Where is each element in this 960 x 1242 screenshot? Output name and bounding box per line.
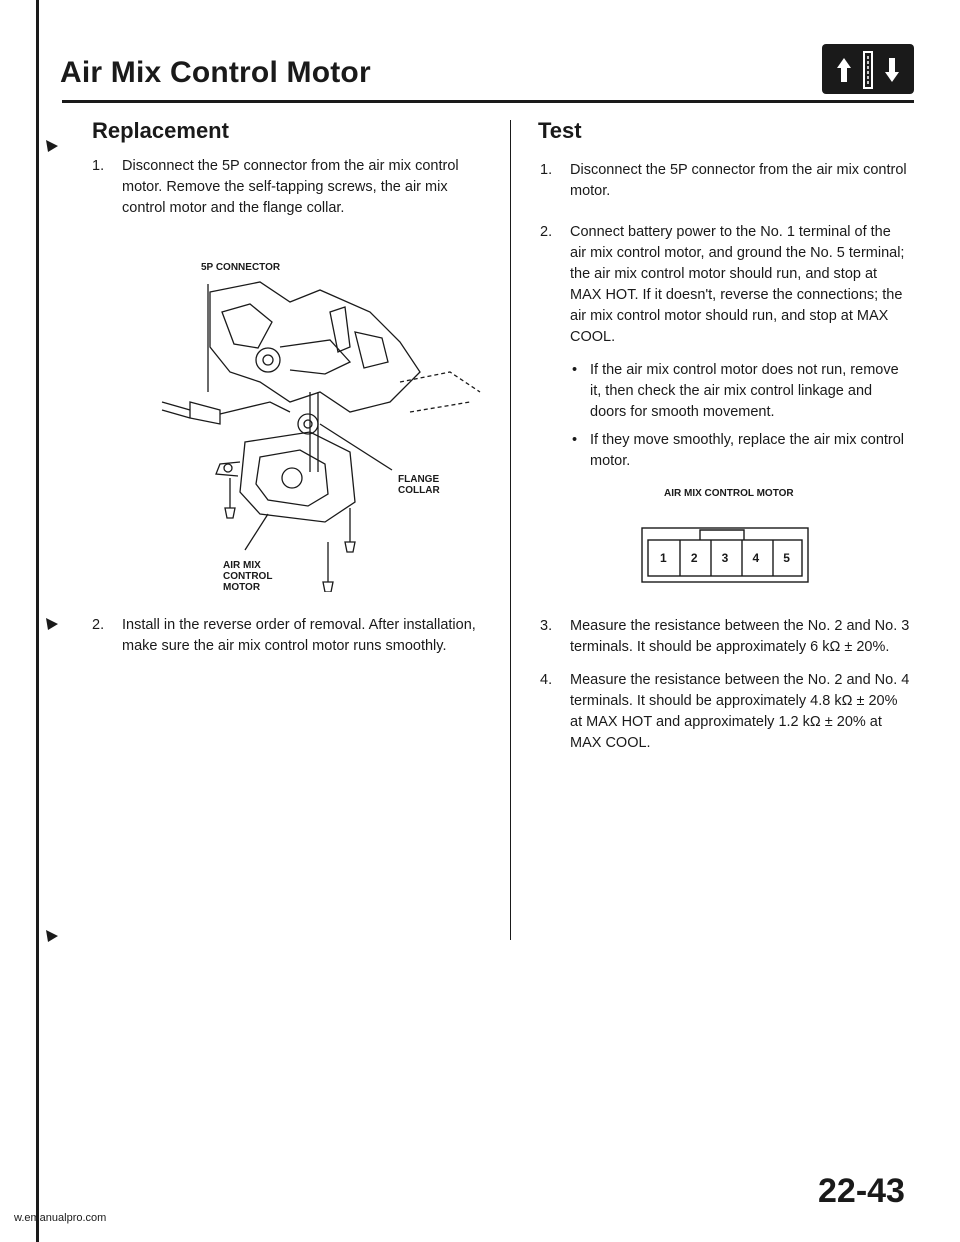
step-number: 3. [540, 618, 553, 634]
test-step [540, 670, 910, 758]
page-number: 22-43 [818, 1172, 905, 1210]
motor-label [223, 560, 272, 593]
terminal-number: 5 [783, 551, 790, 565]
step-text: Disconnect the 5P connector from the air mix control motor. [570, 162, 907, 199]
margin-arrow-icon [44, 616, 60, 637]
bullet-icon: • [572, 362, 578, 378]
replacement-step [92, 156, 490, 222]
binding-line [36, 0, 39, 1242]
margin-arrow-icon [44, 928, 60, 949]
test-bullet [572, 430, 910, 474]
margin-arrow-icon [44, 138, 60, 159]
replacement-step [92, 615, 490, 681]
label-line: AIR MIX [223, 560, 261, 571]
terminal-row [648, 540, 802, 576]
bullet-icon: • [572, 432, 578, 448]
up-down-arrows-icon [822, 44, 914, 94]
test-heading: Test [538, 118, 582, 143]
connector-diagram-label: AIR MIX CONTROL MOTOR [664, 488, 794, 499]
terminal-number: 2 [690, 551, 698, 565]
step-text: Measure the resistance between the No. 2 and No. 3 terminals. It should be approximately 6 kΩ ± 20%. [570, 618, 910, 655]
section-nav-icon [822, 44, 914, 94]
test-bullet [572, 360, 910, 426]
label-line: MOTOR [223, 582, 261, 593]
label-line: CONTROL [223, 571, 273, 582]
terminal-number: 1 [660, 551, 667, 565]
test-step [540, 160, 910, 204]
step-text: Measure the resistance between the No. 2 and No. 4 terminals. It should be approximately 4.8 kΩ ± 20% at MAX HOT and approximately 1.2 kΩ ± 20% at MAX COOL. [570, 672, 910, 751]
label-line: COLLAR [398, 485, 440, 496]
connector-label: 5P CONNECTOR [201, 262, 281, 273]
flange-collar-label [398, 474, 440, 496]
page-title: Air Mix Control Motor [60, 56, 371, 89]
label-line: FLANGE [398, 474, 440, 485]
replacement-heading: Replacement [92, 118, 229, 143]
step-text: Disconnect the 5P connector from the air mix control motor. Remove the self-tapping screws, the air mix control motor and the flange collar. [122, 158, 459, 216]
test-step [540, 222, 910, 352]
connector-terminal-diagram [640, 520, 812, 590]
step-number: 1. [92, 158, 105, 174]
step-number: 2. [92, 617, 105, 633]
test-step [540, 616, 910, 660]
bullet-text: If they move smoothly, replace the air mix control motor. [590, 432, 905, 469]
step-number: 2. [540, 224, 553, 240]
bullet-text: If the air mix control motor does not run, remove it, then check the air mix control linkage and doors for smooth movement. [590, 362, 899, 420]
step-number: 4. [540, 672, 553, 688]
step-text: Install in the reverse order of removal. After installation, make sure the air mix control motor runs smoothly. [122, 617, 476, 654]
step-text: Connect battery power to the No. 1 terminal of the air mix control motor, and ground the No. 5 terminal; the air mix control motor should run, and stop at MAX HOT. If it doesn't, reverse the connections; the air mix control motor should run, and stop at MAX COOL. [570, 224, 905, 345]
step-number: 1. [540, 162, 553, 178]
terminal-number: 3 [721, 551, 729, 565]
column-divider [510, 120, 511, 940]
air-mix-motor-illustration [150, 252, 490, 592]
title-rule [62, 100, 914, 103]
footer-url[interactable]: w.emanualpro.com [14, 1212, 107, 1224]
terminal-number: 4 [752, 551, 760, 565]
